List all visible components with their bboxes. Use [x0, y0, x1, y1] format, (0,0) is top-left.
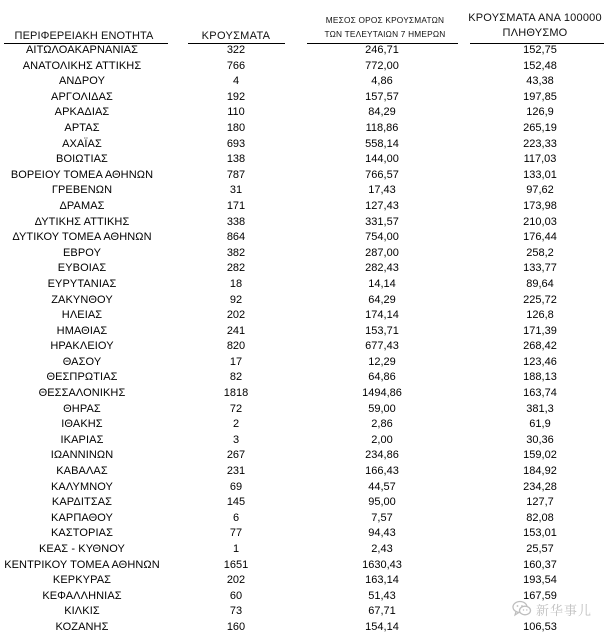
avg7-cell: 157,57 — [365, 90, 399, 103]
avg7-cell: 12,29 — [368, 355, 396, 368]
cases-cell: 31 — [229, 184, 243, 197]
cases-cell: 72 — [229, 402, 243, 415]
avg7-cell: 144,00 — [365, 153, 399, 166]
header-region — [0, 30, 168, 42]
cases-cell: 1651 — [223, 558, 249, 571]
avg7-cell: 246,71 — [365, 44, 399, 56]
per100k-cell: 30,36 — [526, 433, 554, 446]
per100k-cell: 89,64 — [526, 277, 554, 290]
cases-cell: 110 — [227, 106, 245, 119]
avg7-cell: 1630,43 — [362, 558, 402, 571]
cases-cell: 17 — [229, 355, 243, 368]
cases-cell: 202 — [226, 574, 246, 587]
wechat-logo-icon — [512, 600, 532, 618]
per100k-cell: 152,75 — [523, 44, 557, 56]
region-cell: ΔΡΑΜΑΣ — [59, 199, 105, 212]
avg7-cell: 44,57 — [368, 480, 396, 493]
per100k-cell: 123,46 — [523, 355, 557, 368]
avg7-cell: 84,29 — [368, 106, 396, 119]
region-cell: ΘΑΣΟΥ — [62, 355, 102, 368]
per100k-cell: 152,48 — [523, 59, 557, 72]
table-row — [0, 339, 611, 355]
table-row — [0, 324, 611, 340]
cases-cell: 82 — [229, 371, 243, 384]
table-row — [0, 137, 611, 153]
avg7-cell: 7,57 — [371, 511, 393, 524]
cases-cell: 267 — [226, 449, 246, 462]
cases-cell: 4 — [232, 75, 240, 88]
region-cell: ΑΝΑΤΟΛΙΚΗΣ ΑΤΤΙΚΗΣ — [22, 59, 142, 72]
cases-cell: 73 — [229, 605, 243, 618]
per100k-cell: 163,74 — [523, 387, 557, 400]
cases-cell: 202 — [226, 309, 246, 322]
avg7-cell: 17,43 — [368, 184, 396, 197]
avg7-cell: 772,00 — [365, 59, 399, 72]
table-row — [0, 59, 611, 75]
table-row — [0, 433, 611, 449]
avg7-cell: 118,86 — [365, 121, 399, 134]
cases-cell: 92 — [229, 293, 243, 306]
avg7-cell: 677,43 — [365, 340, 399, 353]
per100k-cell: 153,01 — [523, 527, 557, 540]
cases-cell: 60 — [229, 589, 243, 602]
table-row — [0, 402, 611, 418]
per100k-cell: 117,03 — [523, 153, 557, 166]
table-row — [0, 121, 611, 137]
cases-cell: 338 — [226, 215, 246, 228]
cases-cell: 138 — [226, 153, 246, 166]
avg7-cell: 754,00 — [365, 231, 399, 244]
per100k-cell: 106,53 — [523, 620, 557, 633]
per100k-cell: 234,28 — [523, 480, 557, 493]
per100k-cell: 193,54 — [523, 574, 557, 587]
region-cell: ΑΝΔΡΟΥ — [58, 75, 106, 88]
per100k-cell: 133,01 — [523, 168, 557, 181]
header-per100k-line1: ΚΡΟΥΣΜΑΤΑ ΑΝΑ 100000 — [468, 12, 602, 24]
per100k-cell: 210,03 — [523, 215, 557, 228]
cases-cell: 192 — [226, 90, 246, 103]
per100k-cell: 381,3 — [526, 402, 554, 415]
cases-cell: 171 — [226, 199, 246, 212]
per100k-cell: 97,62 — [526, 184, 554, 197]
avg7-cell: 153,71 — [365, 324, 399, 337]
per100k-cell: 25,57 — [526, 543, 554, 555]
avg7-cell: 67,71 — [368, 605, 396, 618]
region-cell: ΖΑΚΥΝΘΟΥ — [51, 293, 113, 306]
region-cell: ΕΒΡΟΥ — [62, 246, 102, 259]
cases-cell: 69 — [229, 480, 243, 493]
cases-cell: 160 — [226, 620, 246, 633]
avg7-cell: 163,14 — [365, 574, 399, 587]
region-cell: ΚΑΒΑΛΑΣ — [56, 465, 108, 478]
table-row — [0, 215, 611, 231]
region-cell: ΔΥΤΙΚΟΥ ΤΟΜΕΑ ΑΘΗΝΩΝ — [12, 231, 152, 244]
region-cell: ΗΛΕΙΑΣ — [61, 309, 103, 322]
per100k-cell: 258,2 — [526, 246, 554, 259]
cases-cell: 2 — [232, 418, 240, 431]
region-cell: ΚΕΡΚΥΡΑΣ — [52, 574, 112, 587]
cases-cell: 766 — [226, 59, 246, 72]
cases-cell: 382 — [226, 246, 246, 259]
avg7-cell: 154,14 — [365, 620, 399, 633]
table-row — [0, 620, 611, 636]
cases-cell: 1 — [232, 543, 240, 555]
avg7-cell: 64,29 — [368, 293, 396, 306]
per100k-cell: 176,44 — [523, 231, 557, 244]
watermark-text: 新华事儿 — [536, 603, 593, 619]
avg7-cell: 2,43 — [371, 543, 393, 555]
region-cell: ΘΕΣΠΡΩΤΙΑΣ — [46, 371, 118, 384]
region-cell: ΚΟΖΑΝΗΣ — [55, 620, 109, 633]
region-cell: ΑΡΓΟΛΙΔΑΣ — [51, 90, 113, 103]
avg7-cell: 166,43 — [365, 465, 399, 478]
per100k-cell: 61,9 — [529, 418, 551, 431]
cases-cell: 145 — [226, 496, 246, 509]
table-row — [0, 293, 611, 309]
per100k-cell: 268,42 — [523, 340, 557, 353]
table-row — [0, 386, 611, 402]
avg7-cell: 95,00 — [368, 496, 396, 509]
table-row — [0, 480, 611, 496]
per100k-cell: 184,92 — [523, 465, 557, 478]
per100k-cell: 171,39 — [523, 324, 557, 337]
avg7-cell: 94,43 — [368, 527, 396, 540]
table-row — [0, 152, 611, 168]
avg7-cell: 287,00 — [365, 246, 399, 259]
region-cell: ΓΡΕΒΕΝΩΝ — [51, 184, 113, 197]
avg7-cell: 59,00 — [368, 402, 396, 415]
header-per100k — [460, 11, 610, 41]
table-row — [0, 230, 611, 246]
per100k-cell: 159,02 — [523, 449, 557, 462]
region-cell: ΗΜΑΘΙΑΣ — [56, 324, 108, 337]
table-row — [0, 74, 611, 90]
per100k-cell: 188,13 — [523, 371, 557, 384]
cases-cell: 693 — [226, 137, 246, 150]
region-cell: ΚΑΛΥΜΝΟΥ — [51, 480, 113, 493]
header-cases — [186, 30, 286, 42]
per100k-cell: 265,19 — [523, 121, 557, 134]
per100k-cell: 173,98 — [523, 199, 557, 212]
header-avg7 — [300, 13, 470, 41]
table-row — [0, 43, 611, 59]
region-cell: ΔΥΤΙΚΗΣ ΑΤΤΙΚΗΣ — [34, 215, 130, 228]
header-cases-label: ΚΡΟΥΣΜΑΤΑ — [201, 30, 271, 42]
per100k-cell: 126,8 — [526, 309, 554, 322]
region-cell: ΒΟΙΩΤΙΑΣ — [56, 153, 108, 166]
cases-cell: 77 — [229, 527, 243, 540]
region-cell: ΙΚΑΡΙΑΣ — [60, 433, 104, 446]
region-cell: ΚΑΡΔΙΤΣΑΣ — [51, 496, 113, 509]
table-row — [0, 370, 611, 386]
header-region-label: ΠΕΡΙΦΕΡΕΙΑΚΗ ΕΝΟΤΗΤΑ — [14, 30, 154, 42]
per100k-cell: 160,37 — [523, 558, 557, 571]
cases-cell: 1818 — [223, 387, 249, 400]
table-row — [0, 558, 611, 574]
per100k-cell: 223,33 — [523, 137, 557, 150]
table-row — [0, 246, 611, 262]
avg7-cell: 14,14 — [368, 277, 396, 290]
header-avg7-line2: ΤΩΝ ΤΕΛΕΥΤΑΙΩΝ 7 ΗΜΕΡΩΝ — [324, 29, 446, 39]
per100k-cell: 126,9 — [526, 106, 554, 119]
avg7-cell: 234,86 — [365, 449, 399, 462]
cases-cell: 18 — [229, 277, 243, 290]
cases-cell: 3 — [232, 433, 240, 446]
region-cell: ΘΕΣΣΑΛΟΝΙΚΗΣ — [38, 387, 126, 400]
table-row — [0, 542, 611, 558]
data-table-body — [0, 43, 611, 636]
table-row — [0, 308, 611, 324]
region-cell: ΑΙΤΩΛΟΑΚΑΡΝΑΝΙΑΣ — [26, 44, 138, 56]
table-row — [0, 417, 611, 433]
cases-cell: 282 — [226, 262, 246, 275]
table-row — [0, 90, 611, 106]
region-cell: ΕΥΡΥΤΑΝΙΑΣ — [47, 277, 117, 290]
table-row — [0, 495, 611, 511]
cases-cell: 787 — [226, 168, 246, 181]
avg7-cell: 51,43 — [368, 589, 396, 602]
region-cell: ΘΗΡΑΣ — [63, 402, 101, 415]
per100k-cell: 127,7 — [526, 496, 554, 509]
per100k-cell: 82,08 — [526, 511, 554, 524]
region-cell: ΗΡΑΚΛΕΙΟΥ — [50, 340, 114, 353]
avg7-cell: 331,57 — [365, 215, 399, 228]
avg7-cell: 4,86 — [371, 75, 393, 88]
table-row — [0, 183, 611, 199]
cases-cell: 864 — [226, 231, 246, 244]
region-cell: ΚΕΦΑΛΛΗΝΙΑΣ — [42, 589, 122, 602]
per100k-cell: 167,59 — [523, 589, 557, 602]
cases-cell: 180 — [226, 121, 246, 134]
avg7-cell: 766,57 — [365, 168, 399, 181]
table-row — [0, 199, 611, 215]
cases-cell: 6 — [232, 511, 240, 524]
avg7-cell: 2,86 — [371, 418, 393, 431]
table-row — [0, 573, 611, 589]
avg7-cell: 282,43 — [365, 262, 399, 275]
header-per100k-line2: ΠΛΗΘΥΣΜΟ — [502, 27, 568, 39]
region-cell: ΑΡΚΑΔΙΑΣ — [54, 106, 110, 119]
avg7-cell: 558,14 — [365, 137, 399, 150]
table-row — [0, 105, 611, 121]
region-cell: ΚΕΝΤΡΙΚΟΥ ΤΟΜΕΑ ΑΘΗΝΩΝ — [4, 558, 160, 571]
cases-cell: 231 — [226, 465, 246, 478]
avg7-cell: 64,86 — [368, 371, 396, 384]
watermark — [512, 599, 604, 619]
region-cell: ΙΘΑΚΗΣ — [61, 418, 103, 431]
region-cell: ΚΑΣΤΟΡΙΑΣ — [51, 527, 113, 540]
per100k-cell: 225,72 — [523, 293, 557, 306]
avg7-cell: 127,43 — [365, 199, 399, 212]
region-cell: ΚΙΛΚΙΣ — [64, 605, 100, 618]
per100k-cell: 133,77 — [523, 262, 557, 275]
header-avg7-line1: ΜΕΣΟΣ ΟΡΟΣ ΚΡΟΥΣΜΑΤΩΝ — [325, 15, 445, 25]
avg7-cell: 1494,86 — [362, 387, 402, 400]
region-cell: ΒΟΡΕΙΟΥ ΤΟΜΕΑ ΑΘΗΝΩΝ — [10, 168, 154, 181]
cases-cell: 322 — [226, 44, 246, 56]
region-cell: ΙΩΑΝΝΙΝΩΝ — [50, 449, 114, 462]
region-cell: ΚΕΑΣ - ΚΥΘΝΟΥ — [39, 543, 125, 555]
region-cell: ΕΥΒΟΙΑΣ — [57, 262, 107, 275]
table-row — [0, 448, 611, 464]
table-row — [0, 261, 611, 277]
table-row — [0, 168, 611, 184]
region-cell: ΑΧΑΪΑΣ — [62, 137, 102, 150]
table-row — [0, 511, 611, 527]
avg7-cell: 174,14 — [365, 309, 399, 322]
per100k-cell: 43,38 — [526, 75, 554, 88]
per100k-cell: 197,85 — [523, 90, 557, 103]
table-row — [0, 526, 611, 542]
cases-cell: 820 — [226, 340, 246, 353]
region-cell: ΚΑΡΠΑΘΟΥ — [51, 511, 113, 524]
cases-cell: 241 — [226, 324, 246, 337]
table-row — [0, 277, 611, 293]
table-row — [0, 464, 611, 480]
avg7-cell: 2,00 — [371, 433, 393, 446]
region-cell: ΑΡΤΑΣ — [64, 121, 100, 134]
table-row — [0, 355, 611, 371]
